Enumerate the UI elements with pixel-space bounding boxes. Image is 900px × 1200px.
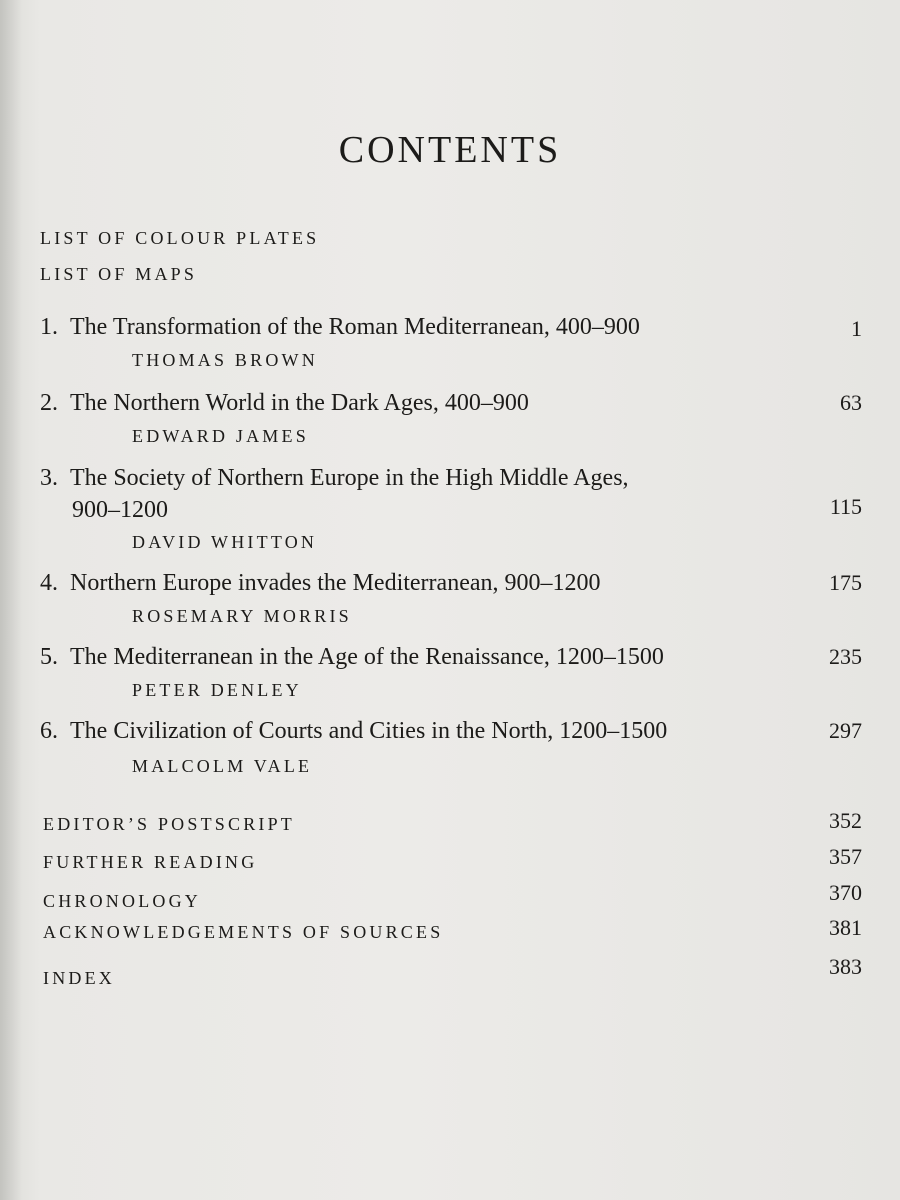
chapter-1-title	[40, 314, 640, 341]
back-matter-postscript: EDITOR’S POSTSCRIPT	[43, 814, 296, 834]
page-gutter-shadow	[0, 0, 22, 1200]
chapter-3-title	[40, 465, 629, 492]
front-matter-maps: LIST OF MAPS	[40, 264, 198, 284]
back-matter-postscript-page: 352	[829, 808, 862, 833]
chapter-3-page: 115	[829, 494, 862, 519]
back-matter-further-reading: FURTHER READING	[43, 852, 258, 872]
back-matter-chronology-page: 370	[829, 880, 862, 905]
chapter-number: 2.	[40, 390, 58, 416]
chapter-5-title	[40, 644, 664, 671]
chapter-1-page: 1	[851, 316, 862, 341]
chapter-title-text: Northern Europe invades the Mediterranean, 900–1200	[70, 570, 601, 596]
chapter-2-author: EDWARD JAMES	[132, 426, 309, 446]
chapter-number: 4.	[40, 570, 58, 596]
back-matter-acknowledgements-page: 381	[829, 915, 862, 940]
chapter-number: 3.	[40, 465, 58, 491]
chapter-6-author: MALCOLM VALE	[132, 756, 313, 776]
chapter-number: 5.	[40, 644, 58, 670]
back-matter-index-page: 383	[829, 954, 862, 979]
chapter-3-author: DAVID WHITTON	[132, 532, 318, 552]
chapter-5-author: PETER DENLEY	[132, 680, 302, 700]
chapter-2-page: 63	[840, 390, 862, 415]
chapter-4-title	[40, 570, 601, 597]
chapter-4-author: ROSEMARY MORRIS	[132, 606, 352, 626]
chapter-title-text: The Mediterranean in the Age of the Renaissance, 1200–1500	[70, 644, 664, 670]
chapter-6-page: 297	[829, 718, 862, 743]
chapter-number: 1.	[40, 314, 58, 340]
chapter-5-page: 235	[829, 644, 862, 669]
chapter-title-text: The Northern World in the Dark Ages, 400–900	[70, 390, 529, 416]
back-matter-index: INDEX	[43, 968, 115, 988]
front-matter-colour-plates: LIST OF COLOUR PLATES	[40, 228, 320, 248]
page-title: CONTENTS	[338, 129, 562, 171]
chapter-3-title-continued: 900–1200	[72, 497, 168, 523]
chapter-4-page: 175	[829, 570, 862, 595]
chapter-title-text: The Society of Northern Europe in the High Middle Ages,	[70, 465, 629, 491]
back-matter-chronology: CHRONOLOGY	[43, 891, 201, 911]
back-matter-further-reading-page: 357	[829, 844, 862, 869]
chapter-2-title	[40, 390, 529, 417]
back-matter-acknowledgements: ACKNOWLEDGEMENTS OF SOURCES	[43, 922, 444, 942]
chapter-1-author: THOMAS BROWN	[132, 350, 318, 370]
chapter-title-text: The Civilization of Courts and Cities in the North, 1200–1500	[70, 718, 668, 744]
chapter-number: 6.	[40, 718, 58, 744]
chapter-title-text: The Transformation of the Roman Mediterranean, 400–900	[70, 314, 640, 340]
chapter-6-title	[40, 718, 667, 745]
